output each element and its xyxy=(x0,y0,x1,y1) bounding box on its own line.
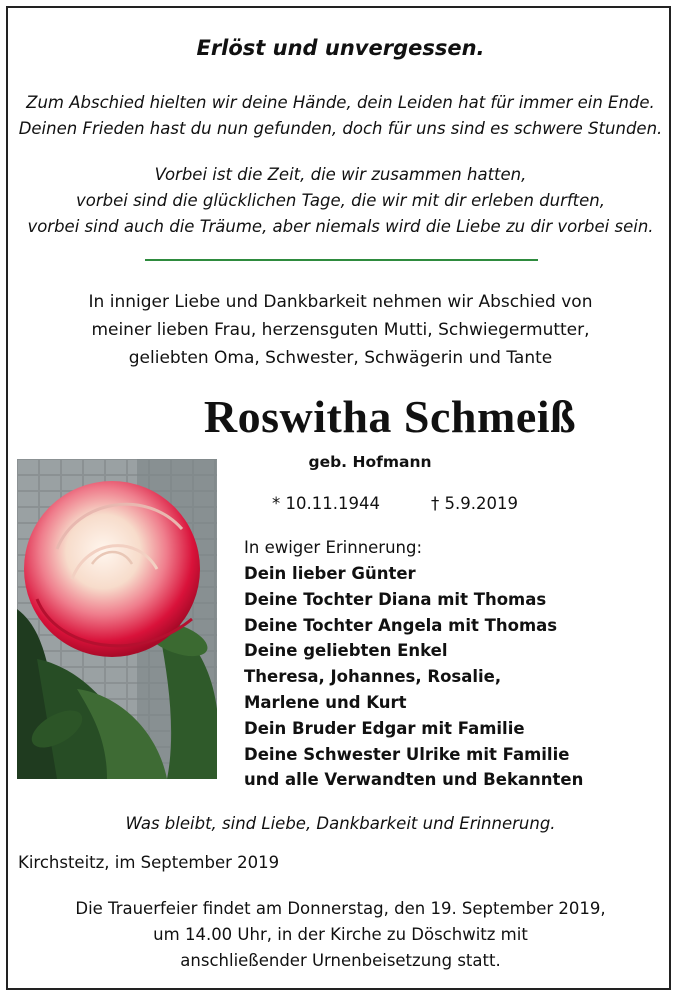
verse-line: Deinen Frieden hast du nun gefunden, doch für uns sind es schwere Stunden. xyxy=(18,119,663,138)
intro-line: meiner lieben Frau, herzensguten Mutti, Schwiegermutter, xyxy=(91,320,590,340)
mourner-line: Deine geliebten Enkel xyxy=(244,641,448,661)
verse-middle xyxy=(0,162,681,240)
headline: Erlöst und unvergessen. xyxy=(196,36,485,60)
verse-line: vorbei sind auch die Träume, aber niemals wird die Liebe zu dir vorbei sein. xyxy=(27,217,654,236)
verse-top xyxy=(0,90,681,142)
maiden-name: geb. Hofmann xyxy=(308,453,432,471)
birth-date: * 10.11.1944 xyxy=(272,494,380,513)
mourner-line: Dein lieber Günter xyxy=(244,564,416,583)
service-line: Die Trauerfeier findet am Donnerstag, den 19. September 2019, xyxy=(75,899,606,918)
rose-photo xyxy=(17,459,217,779)
mourner-line: Deine Tochter Diana mit Thomas xyxy=(244,589,547,609)
deceased-name: Roswitha Schmeiß xyxy=(203,391,577,442)
service-line: um 14.00 Uhr, in der Kirche zu Döschwitz mit xyxy=(153,925,528,944)
service-info xyxy=(0,896,681,974)
verse-line: vorbei sind die glücklichen Tage, die wir mit dir erleben durften, xyxy=(75,191,606,210)
intro-text xyxy=(0,288,681,372)
mourners-lead: In ewiger Erinnerung: xyxy=(244,538,423,557)
mourner-line: Theresa, Johannes, Rosalie, xyxy=(244,667,502,687)
death-date: † 5.9.2019 xyxy=(431,494,518,513)
closing-quote: Was bleibt, sind Liebe, Dankbarkeit und Erinnerung. xyxy=(125,814,556,833)
mourners-list xyxy=(244,535,583,793)
green-divider xyxy=(145,259,538,261)
intro-line: In inniger Liebe und Dankbarkeit nehmen wir Abschied von xyxy=(88,292,593,312)
mourner-line: Deine Schwester Ulrike mit Familie xyxy=(244,744,570,764)
mourner-line: und alle Verwandten und Bekannten xyxy=(244,770,584,790)
place-date: Kirchsteitz, im September 2019 xyxy=(18,853,280,872)
intro-line: geliebten Oma, Schwester, Schwägerin und Tante xyxy=(128,348,553,368)
verse-line: Zum Abschied hielten wir deine Hände, dein Leiden hat für immer ein Ende. xyxy=(26,93,655,112)
service-line: anschließender Urnenbeisetzung statt. xyxy=(180,951,501,970)
mourner-line: Deine Tochter Angela mit Thomas xyxy=(244,615,558,635)
mourner-line: Dein Bruder Edgar mit Familie xyxy=(244,718,525,738)
verse-line: Vorbei ist die Zeit, die wir zusammen hatten, xyxy=(154,165,527,184)
mourner-line: Marlene und Kurt xyxy=(244,692,407,712)
